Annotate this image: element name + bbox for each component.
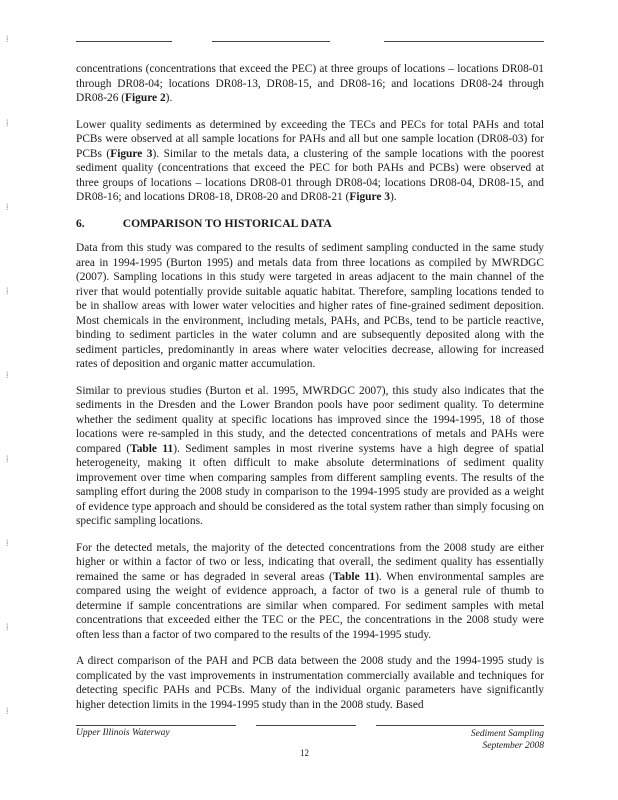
footer-rule-right: [376, 725, 544, 726]
body-text: [76, 62, 544, 724]
scan-margin-mark: ⁞: [6, 118, 9, 128]
header-rule-left: [76, 41, 172, 42]
page-number: 12: [300, 748, 309, 758]
header-rule-middle: [212, 41, 330, 42]
header-rule-right: [384, 41, 544, 42]
figure-table-reference: Figure 2: [125, 92, 166, 104]
text-run: Lower quality sediments as determined by exceeding the TECs and PECs for total PAHs and total PCBs were observed at all sample locations for PAHs and all but one sample location (DR08-03) for PCBs (: [76, 118, 544, 160]
scan-margin-mark: ⁞: [6, 370, 9, 380]
text-run: concentrations (concentrations that exceed the PEC) at three groups of locations – locations DR08-01 through DR08-04; locations DR08-13, DR08-15, and DR08-16; and locations DR08-24 through DR08-26 (: [76, 63, 544, 104]
footer-report-title: Sediment Sampling: [470, 729, 544, 739]
paragraph-pah-pcb-comparison: [76, 654, 544, 712]
scan-margin-mark: ⁞: [6, 286, 9, 296]
text-run: ). When environmental samples are compared using the weight of evidence approach, a factor of two is a general rule of thumb to determine if sample concentrations are similar when compared. For sediment samples with metal concentrations that exceeded either the TEC or the PEC, the concentrations in the 2008 study were often less than a factor of two compared to the results of the 1994-1995 study.: [76, 570, 544, 641]
text-run: Data from this study was compared to the results of sediment sampling conducted in the same study area in 1994-1995 (Burton 1995) and metals data from three locations as compiled by MWRDGC (2007). Sampling locations in this study were targeted in areas adjacent to the main channel of the river that would potentially provide suitable aquatic habitat. Therefore, sampling locations tended to be in shallow areas with lower water velocities and higher rates of fine-grained sediment deposition. Most chemicals in the environment, including metals, PAHs, and PCBs, tend to be particle reactive, binding to sediment particles in the water column and are subsequently deposited along with the sediment particles, predominantly in areas where water velocities decrease, allowing for increased rates of deposition and organic matter accumulation.: [76, 242, 544, 370]
paragraph-detected-metals: [76, 541, 544, 643]
scan-margin-mark: ⁞: [6, 706, 9, 716]
figure-table-reference: Figure 3: [349, 191, 390, 203]
text-run: ).: [165, 92, 173, 104]
section-number: 6.: [76, 216, 85, 230]
scan-margin-mark: ⁞: [6, 34, 9, 44]
text-run: A direct comparison of the PAH and PCB data between the 2008 study and the 1994-1995 study is complicated by the vast improvements in instrumentation commercially available and techniques for detecting specific PAHs and PCBs. Many of the individual organic parameters have significantly higher detection limits in the 1994-1995 study than in the 2008 study. Based: [76, 655, 544, 711]
scan-margin-mark: ⁞: [6, 538, 9, 548]
footer-rule-left: [76, 725, 236, 726]
figure-table-reference: Figure 3: [110, 147, 153, 160]
text-run: ).: [389, 191, 397, 203]
scan-margin-mark: ⁞: [6, 622, 9, 632]
paragraph-previous-studies: [76, 384, 544, 529]
text-run: Similar to previous studies (Burton et al. 1995, MWRDGC 2007), this study also indicates that the sediments in the Dresden and the Lower Brandon pools have poor sediment quality. To determine whether the sediment quality at specific locations has improved since the 1994-1995, 18 of those locations were re-sampled in this study, and the detected concentrations of metals and PAHs were compared (: [76, 384, 544, 455]
scan-margin-mark: ⁞: [6, 202, 9, 212]
footer-report-date: September 2008: [482, 741, 544, 751]
paragraph-historical-comparison: [76, 241, 544, 372]
text-run: ). Sediment samples in most riverine systems have a high degree of spatial heterogeneity, making it often difficult to make absolute determinations of sediment quality improvement over time when comparing samples from different sampling events. The results of the sampling effort during the 2008 study in comparison to the 1994-1995 study are provided as a weight of evidence type approach and should be considered as the total system rather than simply focusing on specific sampling locations.: [76, 442, 544, 527]
paragraph-pah-pcb: [76, 118, 544, 205]
paragraph-metals-clusters: [76, 62, 544, 106]
scan-margin-mark: ⁞: [6, 454, 9, 464]
footer-project-name: Upper Illinois Waterway: [76, 728, 170, 738]
text-run: For the detected metals, the majority of the detected concentrations from the 2008 study are either higher or within a factor of two or less, indicating that overall, the sediment quality has essentially remained the same or has degraded in several areas (: [76, 541, 544, 583]
text-run: ). Similar to the metals data, a clustering of the sample locations with the poorest sediment quality (concentrations that exceed the PEC for both PAHs and PCBs) were observed at three groups of locations – locations DR08-01 through DR08-04; locations DR08-04, DR08-15, and DR08-16; and locations DR08-18, DR08-20 and DR08-21 (: [76, 147, 545, 203]
section-title: COMPARISON TO HISTORICAL DATA: [122, 216, 332, 230]
figure-table-reference: Table 11: [130, 442, 174, 455]
section-heading: [76, 217, 544, 232]
footer-rule-middle: [256, 725, 356, 726]
figure-table-reference: Table 11: [332, 570, 376, 583]
footer-report-info: [471, 728, 544, 752]
